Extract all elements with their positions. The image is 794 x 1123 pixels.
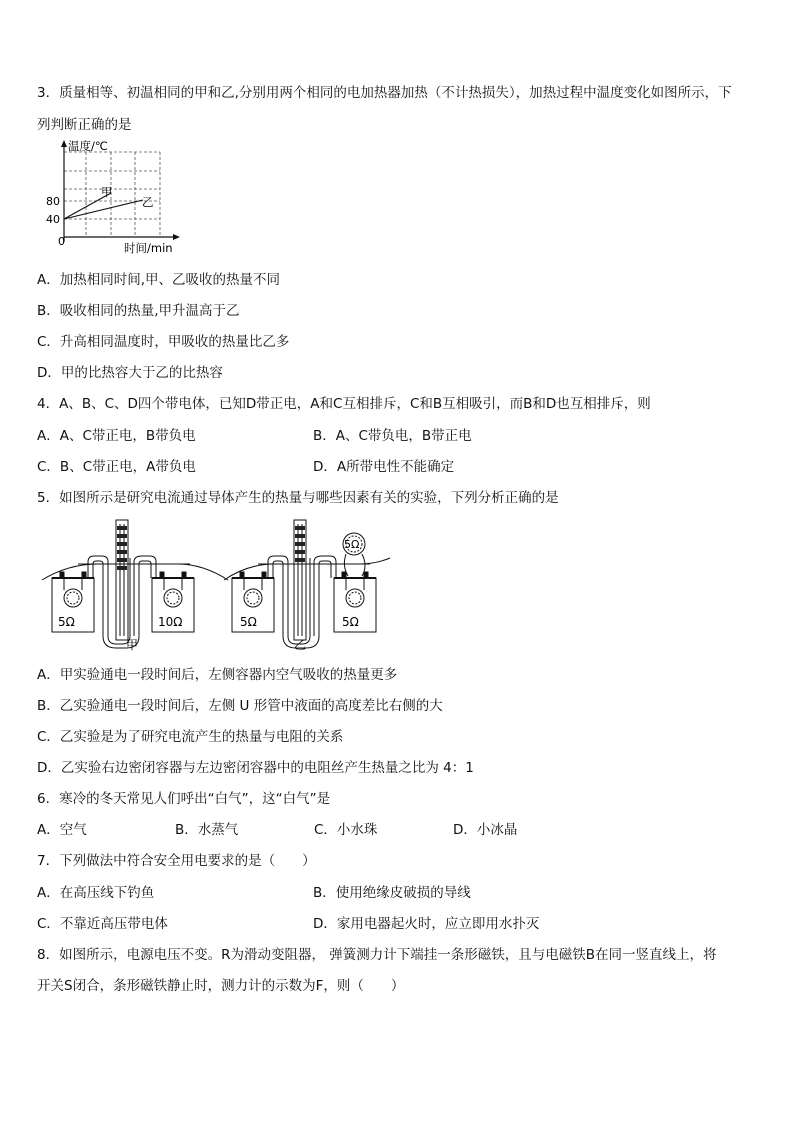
tick-80: 80 bbox=[46, 195, 60, 208]
right-r3-label: 5Ω bbox=[344, 538, 360, 551]
q5-option-b: B．乙实验通电一段时间后，左侧 U 形管中液面的高度差比右侧的大 bbox=[37, 698, 443, 714]
label-jia: 甲 bbox=[101, 185, 113, 199]
left-r1-label: 5Ω bbox=[58, 615, 75, 629]
q3-option-b: B．吸收相同的热量,甲升温高于乙 bbox=[37, 303, 240, 319]
q5-stem: 5．如图所示是研究电流通过导体产生的热量与哪些因素有关的实验，下列分析正确的是 bbox=[37, 490, 559, 506]
left-r2-label: 10Ω bbox=[158, 615, 183, 629]
q4-option-a: A．A、C带正电，B带负电 bbox=[37, 428, 196, 444]
q5-option-d: D．乙实验右边密闭容器与左边密闭容器中的电阻丝产生热量之比为 4：1 bbox=[37, 760, 474, 776]
x-axis-label: 时间/min bbox=[124, 241, 173, 255]
right-caption: 乙 bbox=[294, 638, 307, 652]
q3-option-d: D．甲的比热容大于乙的比热容 bbox=[37, 365, 223, 381]
origin-label: 0 bbox=[58, 235, 65, 248]
q4-stem: 4．A、B、C、D四个带电体，已知D带正电，A和C互相排斥，C和B互相吸引，而B和D也互相排斥，则 bbox=[37, 396, 651, 412]
q3-option-c: C．升高相同温度时，甲吸收的热量比乙多 bbox=[37, 334, 290, 350]
q6-option-b: B．水蒸气 bbox=[175, 822, 239, 838]
y-axis-label: 温度/℃ bbox=[68, 139, 108, 153]
right-r1-label: 5Ω bbox=[240, 615, 257, 629]
q4-option-b: B．A、C带负电，B带正电 bbox=[313, 428, 472, 444]
q7-option-b: B．使用绝缘皮破损的导线 bbox=[313, 885, 471, 901]
q6-option-d: D．小冰晶 bbox=[453, 822, 518, 838]
q3-stem-line1: 3．质量相等、初温相同的甲和乙,分别用两个相同的电加热器加热（不计热损失），加热过程中温度变化如图所示，下 bbox=[37, 85, 732, 101]
q7-option-a: A．在高压线下钓鱼 bbox=[37, 885, 155, 901]
tick-40: 40 bbox=[46, 213, 60, 226]
q6-stem: 6．寒冷的冬天常见人们呼出“白气”，这“白气”是 bbox=[37, 791, 331, 807]
q8-stem-line2: 开关S闭合，条形磁铁静止时，测力计的示数为F，则（ ） bbox=[37, 978, 405, 994]
q4-option-d: D．A所带电性不能确定 bbox=[313, 459, 455, 475]
label-yi: 乙 bbox=[142, 195, 154, 209]
q6-option-c: C．小水珠 bbox=[314, 822, 378, 838]
q6-option-a: A．空气 bbox=[37, 822, 87, 838]
series-yi-line bbox=[64, 200, 143, 219]
q5-option-a: A．甲实验通电一段时间后，左侧容器内空气吸收的热量更多 bbox=[37, 667, 398, 683]
q3-temperature-time-graph bbox=[38, 138, 198, 260]
q5-option-c: C．乙实验是为了研究电流产生的热量与电阻的关系 bbox=[37, 729, 344, 745]
q3-stem-line2: 列判断正确的是 bbox=[37, 117, 132, 133]
q7-stem: 7．下列做法中符合安全用电要求的是（ ） bbox=[37, 853, 316, 869]
left-caption: 甲 bbox=[126, 638, 139, 652]
q5-joule-heating-figure bbox=[38, 518, 398, 658]
q3-option-a: A．加热相同时间,甲、乙吸收的热量不同 bbox=[37, 272, 281, 288]
q7-option-c: C．不靠近高压带电体 bbox=[37, 916, 168, 932]
q7-option-d: D．家用电器起火时，应立即用水扑灭 bbox=[313, 916, 540, 932]
q4-option-c: C．B、C带正电，A带负电 bbox=[37, 459, 196, 475]
right-r2-label: 5Ω bbox=[342, 615, 359, 629]
q8-stem-line1: 8．如图所示，电源电压不变。R为滑动变阻器， 弹簧测力计下端挂一条形磁铁，且与电磁铁B在同一竖直线上，将 bbox=[37, 947, 717, 963]
